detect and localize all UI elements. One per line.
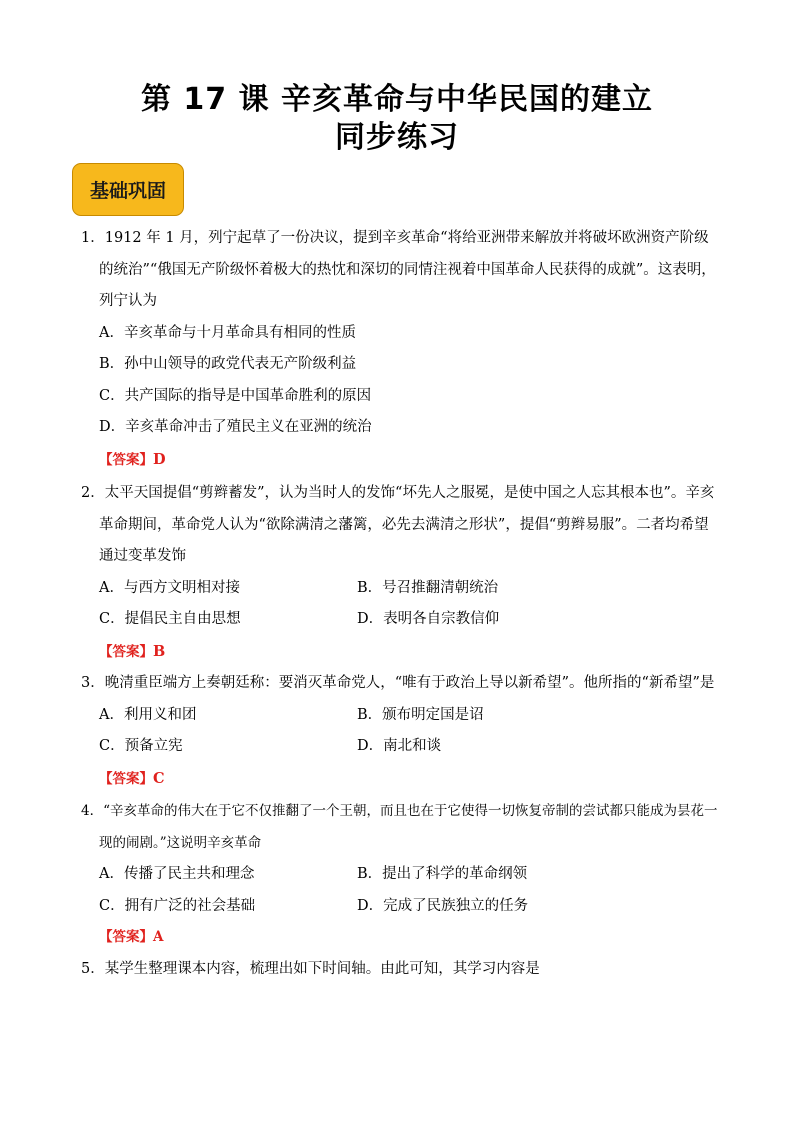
answer-value: D	[153, 450, 166, 468]
option-a: A．利用义和团	[99, 706, 197, 723]
option-c: C．提倡民主自由思想	[99, 611, 241, 627]
page-subtitle: 同步练习	[335, 120, 459, 155]
option-row	[99, 859, 721, 891]
answer-value: C	[153, 769, 165, 787]
answer-line	[81, 636, 721, 668]
option-c: C．共产国际的指导是中国革命胜利的原因	[99, 387, 372, 404]
page-title: 第 17 课 辛亥革命与中华民国的建立	[140, 82, 654, 117]
answer-label: 【答案】	[99, 643, 153, 660]
option-c: C．预备立宪	[99, 738, 183, 754]
option-d: D．辛亥革命冲击了殖民主义在亚洲的统治	[99, 419, 372, 435]
option-a: A．传播了民主共和理念	[99, 866, 255, 882]
option-b: B．颁布明定国是诏	[357, 706, 484, 723]
question-stem: 5．某学生整理课本内容，梳理出如下时间轴。由此可知，其学习内容是	[81, 961, 540, 977]
answer-value: B	[153, 642, 166, 660]
option-row	[99, 700, 721, 732]
question-stem: 2．太平天国提倡“剪辫蓄发”，认为当时人的发饰“坏先人之服冕，是使中国之人忘其根本也”。辛亥革命期间，革命党人认为“欲除满清之藩篱，必先去满清之形状”，提倡“剪辫易服”。二者均希望通过变革发饰	[81, 485, 715, 564]
option-row	[99, 891, 721, 923]
option-b: B．孙中山领导的政党代表无产阶级利益	[99, 356, 357, 372]
question-3	[81, 668, 721, 794]
option-row	[99, 604, 721, 636]
question-stem: 4．“辛亥革命的伟大在于它不仅推翻了一个王朝，而且也在于它使得一切恢复帝制的尝试都只能成为昙花一现的闹剧。”这说明辛亥革命	[81, 803, 718, 851]
option-d: D．南北和谈	[357, 738, 442, 754]
question-4	[81, 796, 721, 954]
answer-line	[81, 922, 721, 954]
answer-label: 【答案】	[99, 451, 153, 468]
answer-line	[81, 763, 721, 795]
question-stem: 3．晚清重臣端方上奏朝廷称：要消灭革命党人，“唯有于政治上导以新希望”。他所指的“新希望”是	[81, 675, 715, 691]
answer-label: 【答案】	[99, 770, 153, 787]
answer-label: 【答案】	[99, 929, 153, 945]
option-d: D．表明各自宗教信仰	[357, 611, 500, 627]
answer-value: A	[153, 929, 164, 945]
question-2	[81, 478, 721, 667]
option-row	[99, 731, 721, 763]
question-5	[81, 954, 721, 986]
option-d: D．完成了民族独立的任务	[357, 897, 529, 914]
option-a: A．辛亥革命与十月革命具有相同的性质	[99, 324, 356, 341]
question-1	[81, 223, 721, 475]
option-a: A．与西方文明相对接	[99, 579, 240, 596]
option-row	[99, 573, 721, 605]
section-badge: 基础巩固	[72, 163, 184, 216]
option-b: B．号召推翻清朝统治	[357, 579, 499, 596]
answer-line	[81, 444, 721, 476]
option-c: C．拥有广泛的社会基础	[99, 897, 256, 914]
question-stem: 1．1912 年 1 月，列宁起草了一份决议，提到辛亥革命“将给亚洲带来解放并将破坏欧洲资产阶级的统治”“俄国无产阶级怀着极大的热忱和深切的同情注视着中国革命人民获得的成就”。这表明，列宁认为	[81, 230, 716, 309]
option-b: B．提出了科学的革命纲领	[357, 866, 528, 882]
